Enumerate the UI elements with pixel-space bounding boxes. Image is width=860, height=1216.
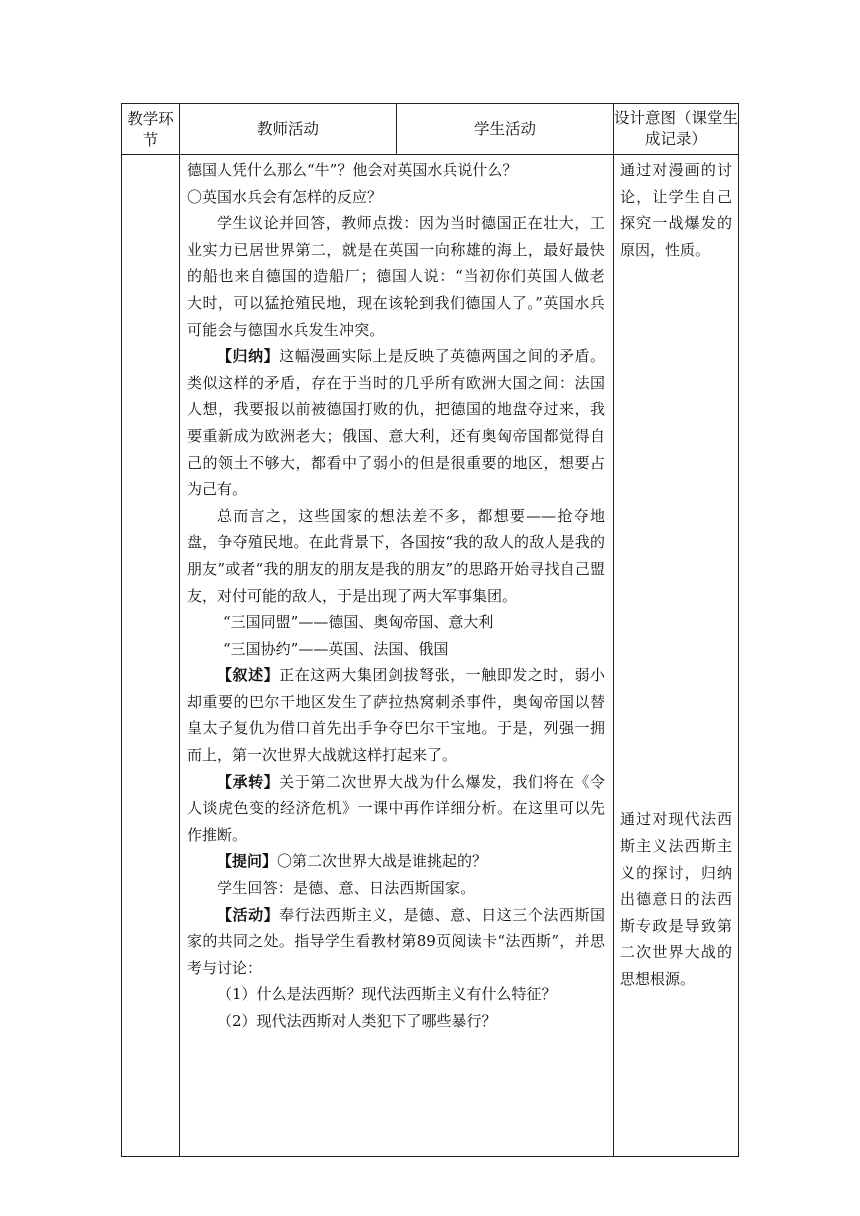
stage-cell: [122, 155, 180, 1157]
table-header-row: [122, 104, 739, 155]
design-note: 通过对现代法西斯主义法西斯主义的探讨，归纳出德意日的法西斯专政是导致第二次世界大战的思想根源。: [620, 810, 732, 988]
header-teacher-activity: 教师活动: [180, 104, 397, 155]
design-note: 通过对漫画的讨论，让学生自己探究一战爆发的原因，性质。: [620, 161, 732, 259]
summary-tag: 【归纳】: [217, 347, 280, 366]
activity-tag: 【活动】: [217, 905, 280, 924]
question-tag: 【提问】: [217, 852, 278, 871]
lesson-plan-table: [121, 103, 739, 1157]
header-teaching-stage: 教学环节: [122, 104, 180, 155]
design-intent-cell: [614, 155, 739, 1157]
narration-tag: 【叙述】: [217, 666, 280, 685]
teacher-paragraph: 【提问】〇第二次世界大战是谁挑起的？: [217, 852, 488, 871]
alliance-line: “三国同盟”——德国、奥匈帝国、意大利: [223, 613, 494, 632]
teacher-paragraph: 【承转】关于第二次世界大战为什么爆发，我们将在《令人谈虎色变的经济危机》一课中再作详细分析。在这里可以先作推断。: [187, 772, 605, 844]
transition-tag: 【承转】: [217, 772, 280, 791]
student-answer: 学生回答：是德、意、日法西斯国家。: [217, 879, 476, 898]
teacher-paragraph: 【归纳】这幅漫画实际上是反映了英德两国之间的矛盾。类似这样的矛盾，存在于当时的几乎所有欧洲大国之间：法国人想，我要报以前被德国打败的仇，把德国的地盘夺过来，我要重新成为欧洲老大；俄国、意大利，还有奥匈帝国都觉得自己的领土不够大，都看中了弱小的但是很重要的地区，想要占为己有。: [187, 347, 605, 499]
header-design-intent: 设计意图（课堂生成记录）: [614, 104, 739, 155]
teacher-paragraph: 总而言之，这些国家的想法差不多，都想要——抢夺地盘，争夺殖民地。在此背景下，各国按“我的敌人的敌人是我的朋友”或者“我的朋友的朋友是我的朋友”的思路开始寻找自己盟友，对付可能的敌人，于是出现了两大军事集团。: [187, 506, 605, 605]
header-student-activity: 学生活动: [397, 104, 614, 155]
teacher-paragraph: 学生议论并回答，教师点拨：因为当时德国正在壮大，工业实力已居世界第二，就是在英国一向称雄的海上，最好最快的船也来自德国的造船厂；德国人说：“当初你们英国人做老大时，可以猛抢殖民地，现在该轮到我们德国人了。”英国水兵可能会与德国水兵发生冲突。: [187, 214, 605, 339]
teacher-paragraph: 【叙述】正在这两大集团剑拔弩张，一触即发之时，弱小却重要的巴尔干地区发生了萨拉热窝刺杀事件，奥匈帝国以替皇太子复仇为借口首先出手争夺巴尔干宝地。于是，列强一拥而上，第一次世界大战就这样打起来了。: [187, 666, 605, 765]
discussion-question: （2）现代法西斯对人类犯下了哪些暴行？: [217, 1012, 497, 1030]
teacher-paragraph: 【活动】奉行法西斯主义，是德、意、日这三个法西斯国家的共同之处。指导学生看教材第89页阅读卡“法西斯”，并思考与讨论：: [187, 905, 605, 977]
table-body-row: [122, 155, 739, 1157]
discussion-question: （1）什么是法西斯？现代法西斯主义有什么特征？: [217, 985, 557, 1004]
teacher-paragraph: 〇英国水兵会有怎样的反应？: [187, 187, 383, 206]
teacher-paragraph: 德国人凭什么那么“牛”？他会对英国水兵说什么？: [187, 161, 518, 179]
entente-line: “三国协约”——英国、法国、俄国: [223, 639, 449, 658]
teacher-activity-cell: [180, 155, 614, 1157]
